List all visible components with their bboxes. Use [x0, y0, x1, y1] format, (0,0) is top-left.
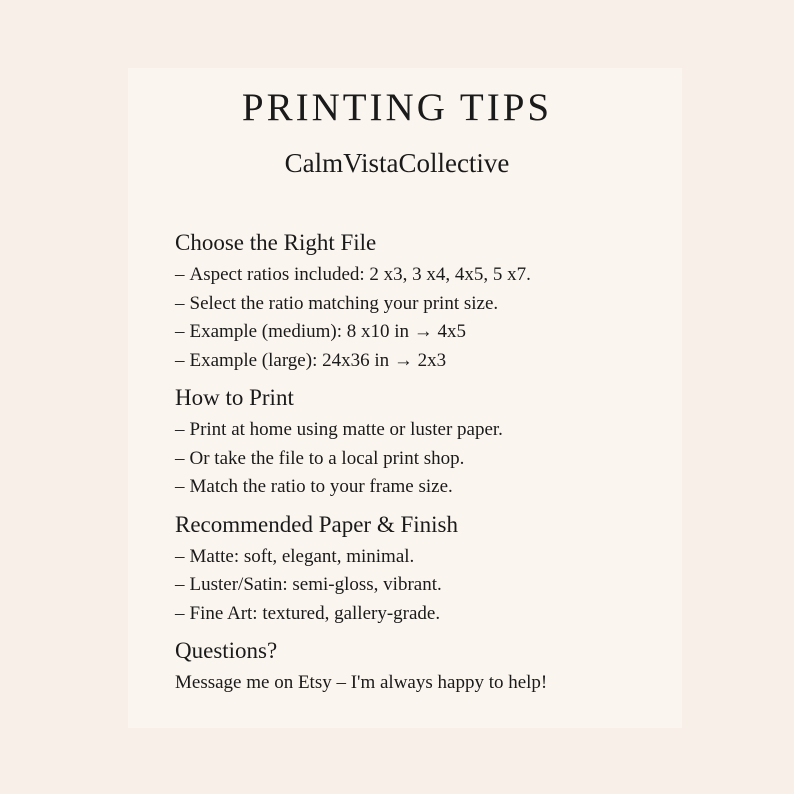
section-questions: [175, 634, 695, 698]
list-item-text: Print at home using matte or luster paper.: [189, 419, 503, 440]
list-item: [175, 318, 695, 347]
bullet-dash: –: [175, 264, 185, 285]
bullet-dash: –: [175, 574, 185, 595]
list-item-text: Luster/Satin: semi-gloss, vibrant.: [189, 574, 442, 595]
section-heading: Questions?: [175, 638, 278, 663]
section-paper-finish: [175, 508, 695, 629]
bullet-dash: –: [175, 545, 185, 567]
list-item-text: Example (medium): 8 x10 in → 4x5: [189, 321, 467, 342]
list-item-text: Match the ratio to your frame size.: [189, 476, 453, 497]
list-item-text: Fine Art: textured, gallery-grade.: [189, 602, 441, 624]
section-heading: Choose the Right File: [175, 230, 377, 255]
list-item-text: Or take the file to a local print shop.: [189, 447, 465, 469]
list-item: [175, 600, 695, 629]
section-choose-file: [175, 226, 695, 375]
list-item: [175, 445, 695, 474]
list-item: [175, 473, 695, 502]
contact-message: Message me on Etsy – I'm always happy to help!: [175, 672, 548, 693]
list-item-text: Aspect ratios included: 2 x3, 3 x4, 4x5, 5 x7.: [189, 264, 531, 285]
list-item: [175, 347, 695, 376]
section-heading: How to Print: [175, 385, 294, 410]
list-item-text: Select the ratio matching your print size.: [189, 292, 499, 314]
bullet-dash: –: [175, 476, 185, 497]
bullet-dash: –: [175, 349, 185, 371]
section-heading: Recommended Paper & Finish: [175, 511, 458, 537]
bullet-dash: –: [175, 321, 185, 342]
list-item: [175, 543, 695, 572]
list-item: [175, 261, 695, 290]
bullet-dash: –: [175, 419, 185, 440]
bullet-dash: –: [175, 602, 185, 624]
bullet-dash: –: [175, 292, 185, 314]
list-item-text: Example (large): 24x36 in → 2x3: [189, 349, 447, 371]
list-item: [175, 290, 695, 319]
page-title: PRINTING TIPS: [241, 86, 553, 129]
list-item: [175, 416, 695, 445]
tips-content: [175, 226, 695, 704]
section-how-to-print: [175, 381, 695, 502]
list-item: [175, 571, 695, 600]
list-item-text: Matte: soft, elegant, minimal.: [189, 545, 415, 567]
shop-name: CalmVistaCollective: [284, 148, 510, 178]
bullet-dash: –: [175, 447, 185, 469]
